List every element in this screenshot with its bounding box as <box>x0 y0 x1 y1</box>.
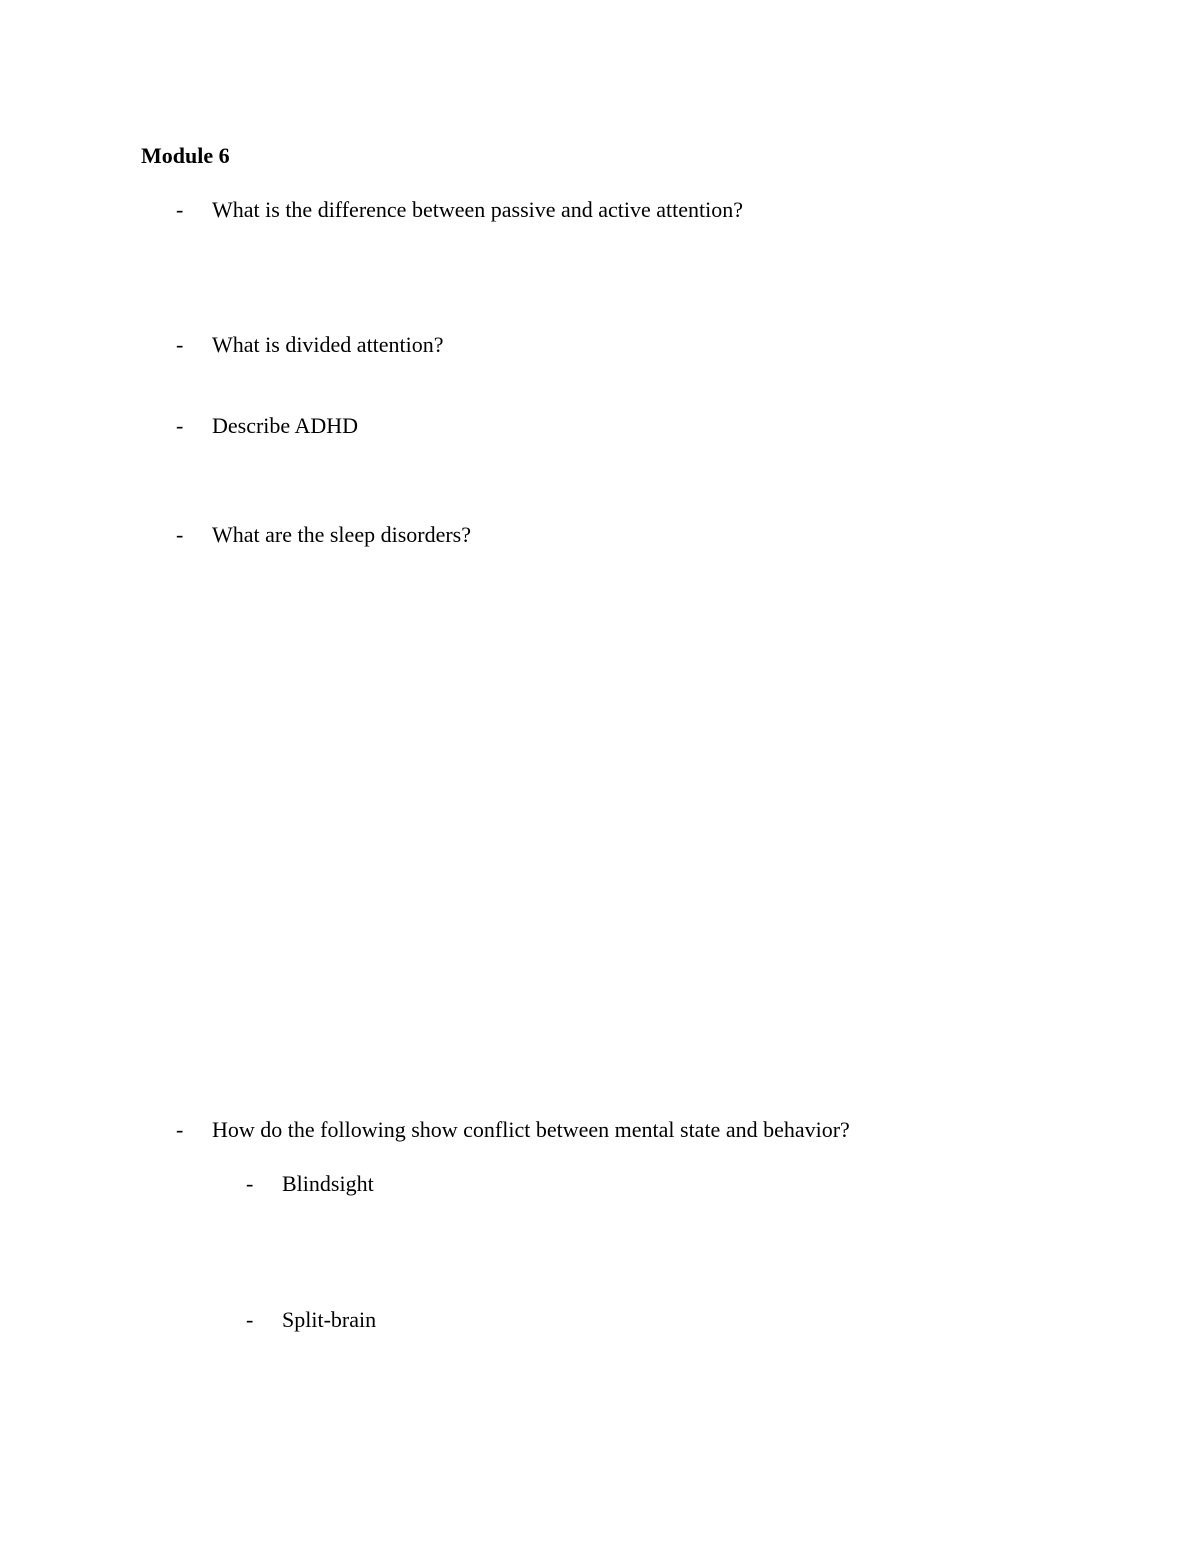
bullet-dash: - <box>176 332 184 357</box>
bullet-dash: - <box>246 1171 254 1196</box>
question-text: What is divided attention? <box>212 332 444 357</box>
bullet-dash: - <box>176 522 184 547</box>
question-text: What is the difference between passive and active attention? <box>212 197 744 222</box>
module-title: Module 6 <box>141 143 230 168</box>
bullet-dash: - <box>246 1307 254 1332</box>
bullet-dash: - <box>176 197 184 222</box>
question-text: Describe ADHD <box>212 413 359 438</box>
sub-item-text: Blindsight <box>282 1171 374 1196</box>
sub-item-text: Split-brain <box>282 1307 377 1332</box>
bullet-dash: - <box>176 1117 184 1142</box>
question-text: What are the sleep disorders? <box>212 522 471 547</box>
bullet-dash: - <box>176 413 184 438</box>
question-text: How do the following show conflict between mental state and behavior? <box>212 1117 850 1142</box>
